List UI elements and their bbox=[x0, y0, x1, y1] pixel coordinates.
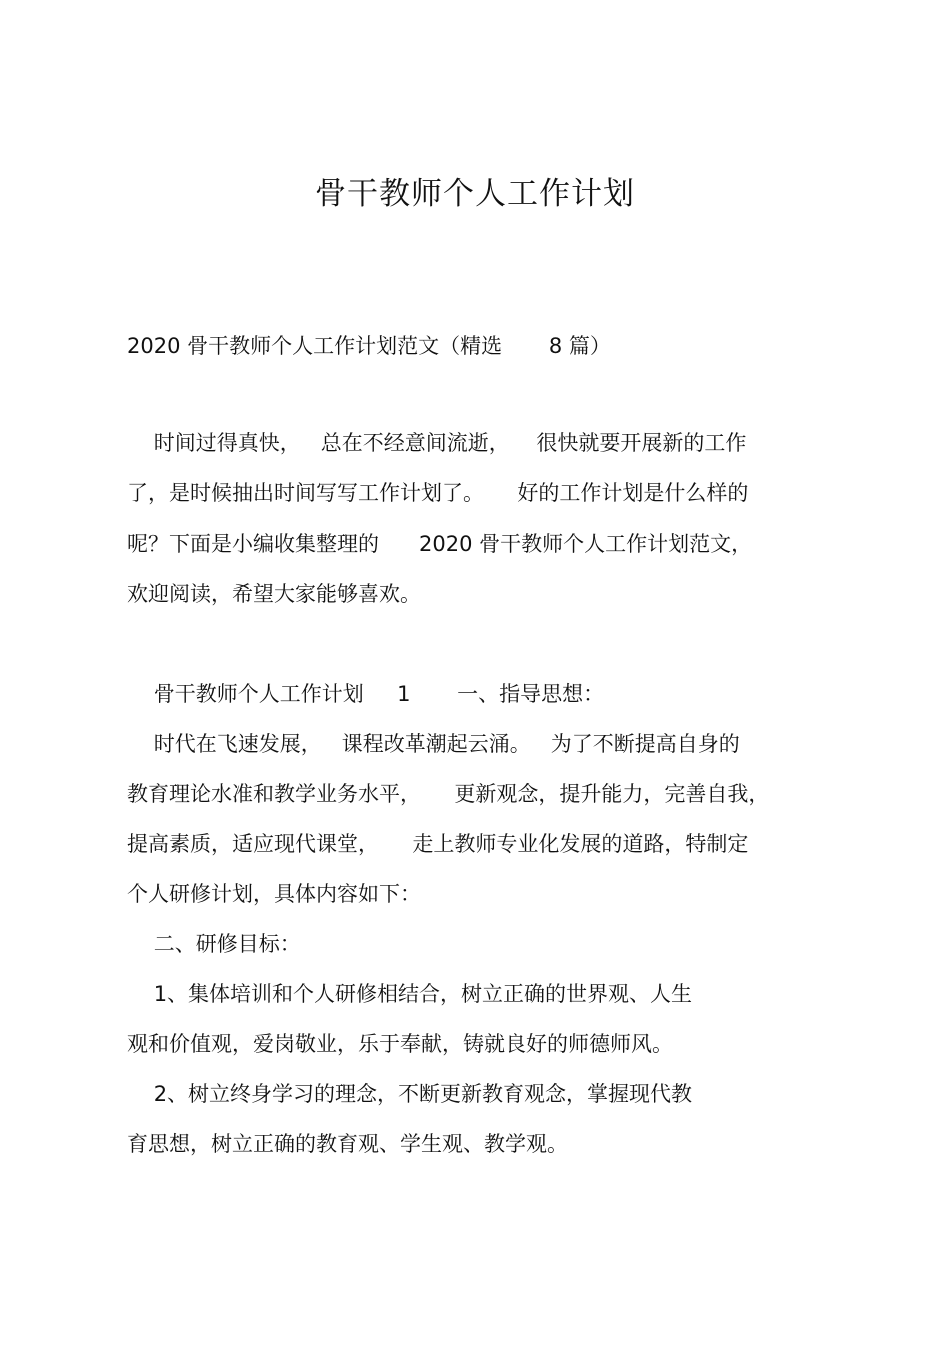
paragraph-line: 时间过得真快， 总在不经意间流逝， 很快就要开展新的工作 bbox=[127, 431, 747, 455]
section-heading: 骨干教师个人工作计划 1 一、指导思想： bbox=[127, 682, 605, 706]
paragraph-line: 1、集体培训和个人研修相结合，树立正确的世界观、人生 bbox=[127, 982, 693, 1006]
paragraph-line: 时代在飞速发展， 课程改革潮起云涌。 为了不断提高自身的 bbox=[127, 732, 740, 756]
paragraph-line: 2、树立终身学习的理念，不断更新教育观念，掌握现代教 bbox=[127, 1082, 693, 1106]
section-heading: 二、研修目标： bbox=[127, 932, 301, 956]
paragraph-line: 了，是时候抽出时间写写工作计划了。 好的工作计划是什么样的 bbox=[127, 481, 749, 505]
paragraph-line: 教育理论水准和教学业务水平， 更新观念，提升能力，完善自我， bbox=[127, 782, 770, 806]
paragraph-line: 个人研修计划，具体内容如下： bbox=[127, 882, 421, 906]
paragraph-line: 观和价值观，爱岗敬业，乐于奉献，铸就良好的师德师风。 bbox=[127, 1032, 673, 1056]
paragraph-line: 欢迎阅读，希望大家能够喜欢。 bbox=[127, 582, 421, 606]
paragraph-line: 呢？下面是小编收集整理的 2020 骨干教师个人工作计划范文， bbox=[127, 532, 753, 556]
paragraph-line: 育思想，树立正确的教育观、学生观、教学观。 bbox=[127, 1132, 568, 1156]
paragraph-line: 提高素质，适应现代课堂， 走上教师专业化发展的道路，特制定 bbox=[127, 832, 749, 856]
document-title: 骨干教师个人工作计划 bbox=[315, 176, 635, 212]
document-subtitle: 2020 骨干教师个人工作计划范文（精选 8 篇） bbox=[127, 334, 611, 358]
